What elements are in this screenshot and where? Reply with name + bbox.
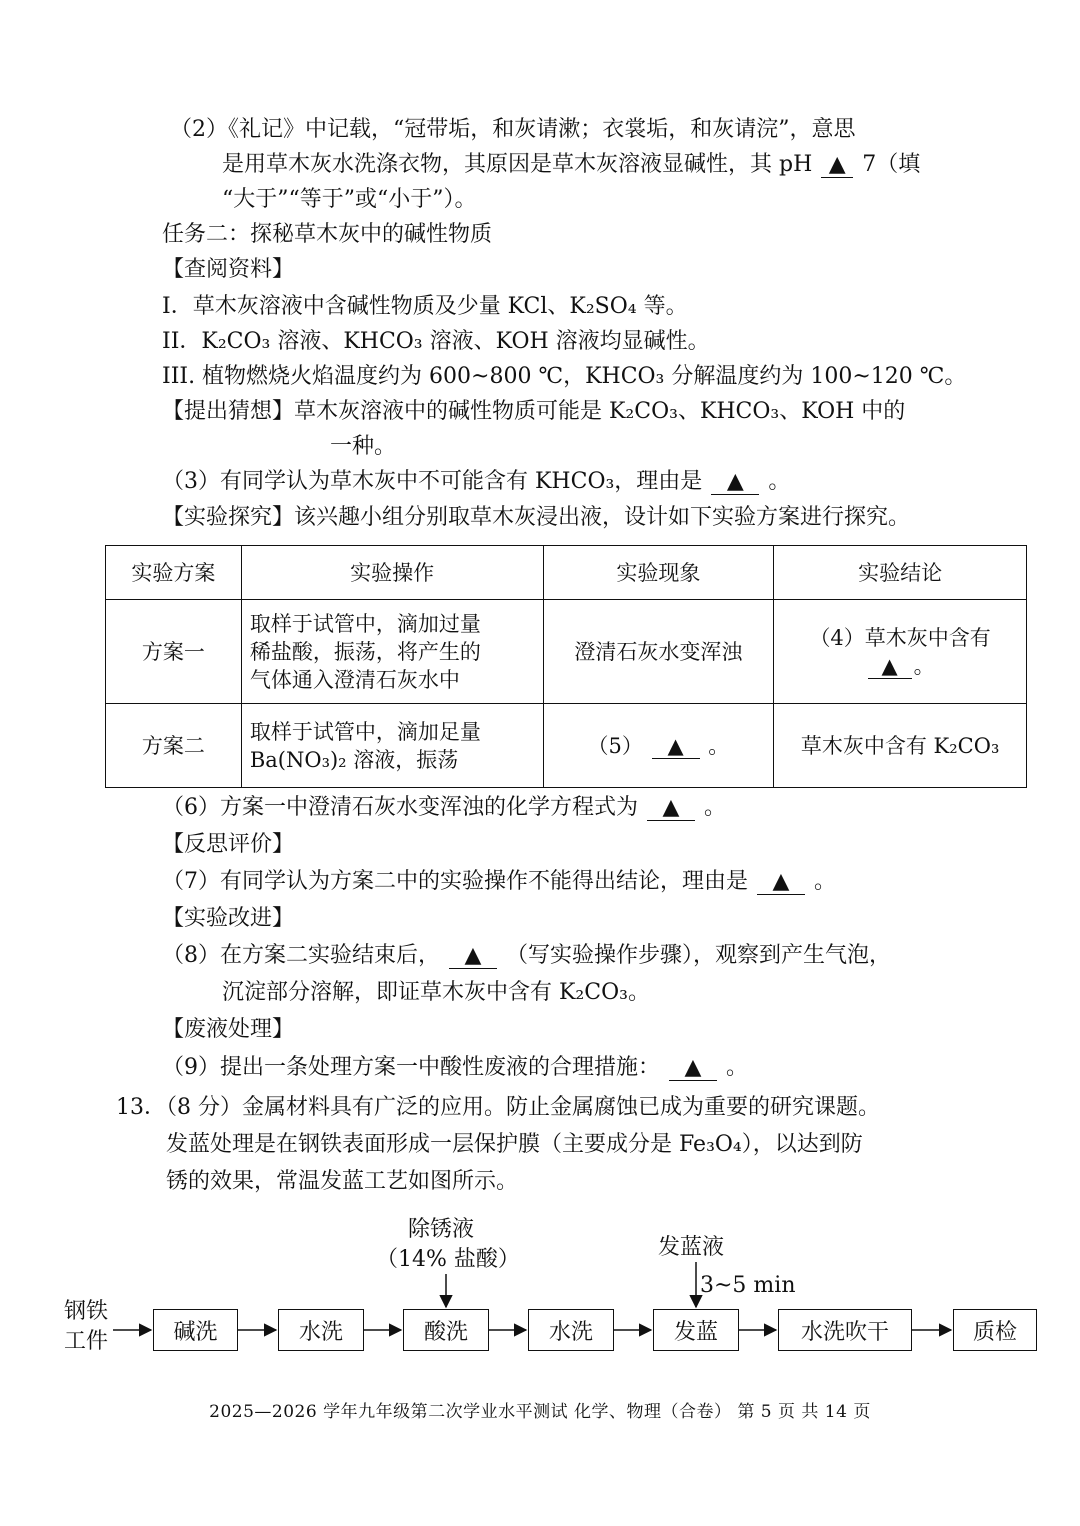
q2-line2-text: 是用草木灰水洗涤衣物，其原因是草木灰溶液显碱性，其 pH	[222, 152, 813, 177]
answer-blank-q4[interactable]: ▲	[868, 654, 912, 679]
q6-text: （6）方案一中澄清石灰水变浑浊的化学方程式为	[162, 795, 638, 820]
answer-blank-q5[interactable]: ▲	[652, 734, 700, 759]
waste-heading: 【废液处理】	[162, 1017, 295, 1042]
reagent1-detail: （14% 盐酸）	[376, 1247, 520, 1272]
flow-step-rinse-dry: 水洗吹干	[778, 1309, 912, 1351]
flow-step-water-wash-2: 水洗	[528, 1309, 614, 1351]
reflect-heading: 【反思评价】	[162, 832, 295, 857]
task2-heading: 任务二：探秘草木灰中的碱性物质	[162, 222, 493, 247]
answer-blank-q6[interactable]: ▲	[647, 796, 695, 821]
consult-item-2: II．K₂CO₃ 溶液、KHCO₃ 溶液、KOH 溶液均显碱性。	[162, 329, 710, 354]
q2-line3: “大于”“等于”或“小于”）。	[222, 187, 477, 212]
table-header: 实验现象	[543, 546, 774, 600]
operation-line: 取样于试管中，滴加足量	[249, 719, 481, 744]
conclusion-text: （4）草木灰中含有	[809, 625, 991, 650]
q13-line3: 锈的效果，常温发蓝工艺如图所示。	[166, 1169, 519, 1194]
q3-end: 。	[768, 469, 791, 494]
flow-step-alkali-wash: 碱洗	[153, 1309, 238, 1351]
operation-line: 稀盐酸，振荡，将产生的	[249, 639, 481, 664]
reagent2-name: 发蓝液	[658, 1235, 725, 1260]
q3-text: （3）有同学认为草木灰中不可能含有 KHCO₃，理由是	[162, 469, 703, 494]
q8-text-b: （写实验操作步骤），观察到产生气泡，	[506, 943, 892, 968]
consult-item-1: I．草木灰溶液中含碱性物质及少量 KCl、K₂SO₄ 等。	[162, 294, 688, 319]
answer-blank-q3[interactable]: ▲	[711, 470, 759, 495]
hypothesis-line2: 一种。	[330, 434, 397, 459]
answer-blank-q7[interactable]: ▲	[757, 870, 805, 895]
operation-line: 气体通入澄清石灰水中	[249, 667, 460, 692]
reagent1-name: 除锈液	[408, 1217, 475, 1242]
plan-cell: 方案二	[106, 704, 242, 788]
q8-text-a: （8）在方案二实验结束后，	[162, 943, 440, 968]
table-header: 实验结论	[774, 546, 1027, 600]
answer-blank-q8[interactable]: ▲	[449, 944, 497, 969]
table-header: 实验操作	[241, 546, 543, 600]
q7-end: 。	[814, 869, 837, 894]
q13-line1: 13．（8 分）金属材料具有广泛的应用。防止金属腐蚀已成为重要的研究课题。	[116, 1095, 880, 1120]
conclusion-end: 。	[913, 653, 935, 678]
flow-step-inspection: 质检	[953, 1309, 1037, 1351]
reagent2-time: 3~5 min	[700, 1273, 796, 1298]
flow-input-label-2: 工件	[64, 1329, 109, 1354]
flow-step-acid-wash: 酸洗	[403, 1309, 489, 1351]
answer-blank-q2[interactable]: ▲	[821, 153, 853, 178]
consult-item-3: III. 植物燃烧火焰温度约为 600~800 ℃，KHCO₃ 分解温度约为 100~120 ℃。	[162, 364, 967, 389]
operation-line: Ba(NO₃)₂ 溶液，振荡	[249, 747, 459, 772]
q9-end: 。	[726, 1055, 749, 1080]
conclusion-cell: 草木灰中含有 K₂CO₃	[774, 704, 1027, 788]
plan-cell: 方案一	[106, 600, 242, 704]
operation-line: 取样于试管中，滴加过量	[249, 611, 481, 636]
q9-text: （9）提出一条处理方案一中酸性废液的合理措施：	[162, 1055, 660, 1080]
q13-line2: 发蓝处理是在钢铁表面形成一层保护膜（主要成分是 Fe₃O₄），以达到防	[166, 1132, 863, 1157]
q2-line2-end: 7（填	[862, 152, 921, 177]
phenomenon-cell: 澄清石灰水变浑浊	[543, 600, 774, 704]
answer-blank-q9[interactable]: ▲	[669, 1056, 717, 1081]
flow-input-label-1: 钢铁	[64, 1299, 109, 1324]
flow-step-bluing: 发蓝	[653, 1309, 739, 1351]
phenomenon-label: （5）	[587, 733, 643, 758]
q7-text: （7）有同学认为方案二中的实验操作不能得出结论，理由是	[162, 869, 748, 894]
q6-end: 。	[704, 795, 727, 820]
q8-line2: 沉淀部分溶解，即证草木灰中含有 K₂CO₃。	[222, 980, 650, 1005]
page-footer: 2025—2026 学年九年级第二次学业水平测试 化学、物理（合卷） 第 5 页 共 14 页	[209, 1402, 871, 1422]
table-header: 实验方案	[106, 546, 242, 600]
q2-line1: （2）《礼记》中记载，“冠带垢，和灰请漱；衣裳垢，和灰请浣”，意思	[170, 117, 856, 142]
explore-heading: 【实验探究】该兴趣小组分别取草木灰浸出液，设计如下实验方案进行探究。	[162, 505, 911, 530]
improve-heading: 【实验改进】	[162, 906, 295, 931]
flow-step-water-wash: 水洗	[278, 1309, 364, 1351]
phenomenon-end: 。	[708, 733, 730, 758]
hypothesis-line1: 【提出猜想】草木灰溶液中的碱性物质可能是 K₂CO₃、KHCO₃、KOH 中的	[162, 399, 906, 424]
consult-heading: 【查阅资料】	[162, 257, 295, 282]
